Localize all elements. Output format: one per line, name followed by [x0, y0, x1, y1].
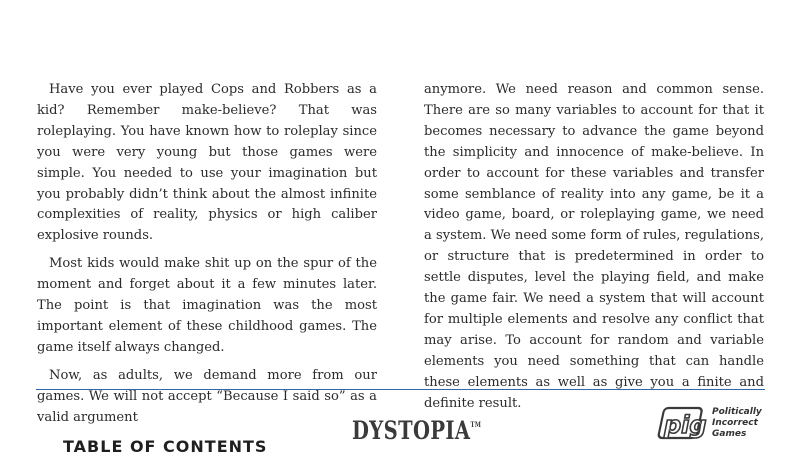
paragraph: Now, as adults, we demand more from our games. We will not accept “Because I said so” as a valid argument [37, 367, 377, 425]
publisher-line: Incorrect [712, 418, 758, 428]
publisher-line: Games [712, 429, 747, 439]
table-of-contents-link[interactable]: TABLE OF CONTENTS [63, 437, 268, 456]
text-column-left [37, 80, 377, 436]
publisher-name [712, 407, 762, 440]
footer-divider [36, 389, 765, 390]
logo-title: DYSTOPIA [352, 416, 471, 445]
paragraph: Most kids would make shit up on the spur of the moment and forget about it a few minutes later. The point is that imagination was the most important element of these childhood games. The game itself always changed. [37, 256, 377, 355]
text-column-right [424, 80, 764, 422]
paragraph: anymore. We need reason and common sense. There are so many variables to account for that it becomes necessary to advance the game beyond the simplicity and innocence of make-believe. In order to account for these variables and transfer some semblance of reality into any game, be it a video game, board, or roleplaying game, we need a system. We need some form of rules, regulations, or structure that is predetermined in order to settle disputes, level the playing field, and make the game fair. We need a system that will account for multiple elements and resolve any conflict that may arise. To account for random and variable elements you need something that can handle these elements as well as give you a finite and definite result. [424, 82, 764, 411]
dystopia-logo [352, 416, 481, 445]
trademark-mark: TM [470, 420, 482, 429]
pig-logo-mark: pig [664, 411, 707, 439]
paragraph: Have you ever played Cops and Robbers as a kid? Remember make-believe? That was roleplaying. You have known how to roleplay since you were very young but those games were simple. You needed to use your imagination but you probably didn’t think about the almost infinite complexities of reality, physics or high caliber explosive rounds. [37, 82, 377, 244]
pig-logo-icon [656, 405, 710, 445]
publisher-line: Politically [712, 407, 762, 417]
publisher-logo [656, 405, 766, 445]
